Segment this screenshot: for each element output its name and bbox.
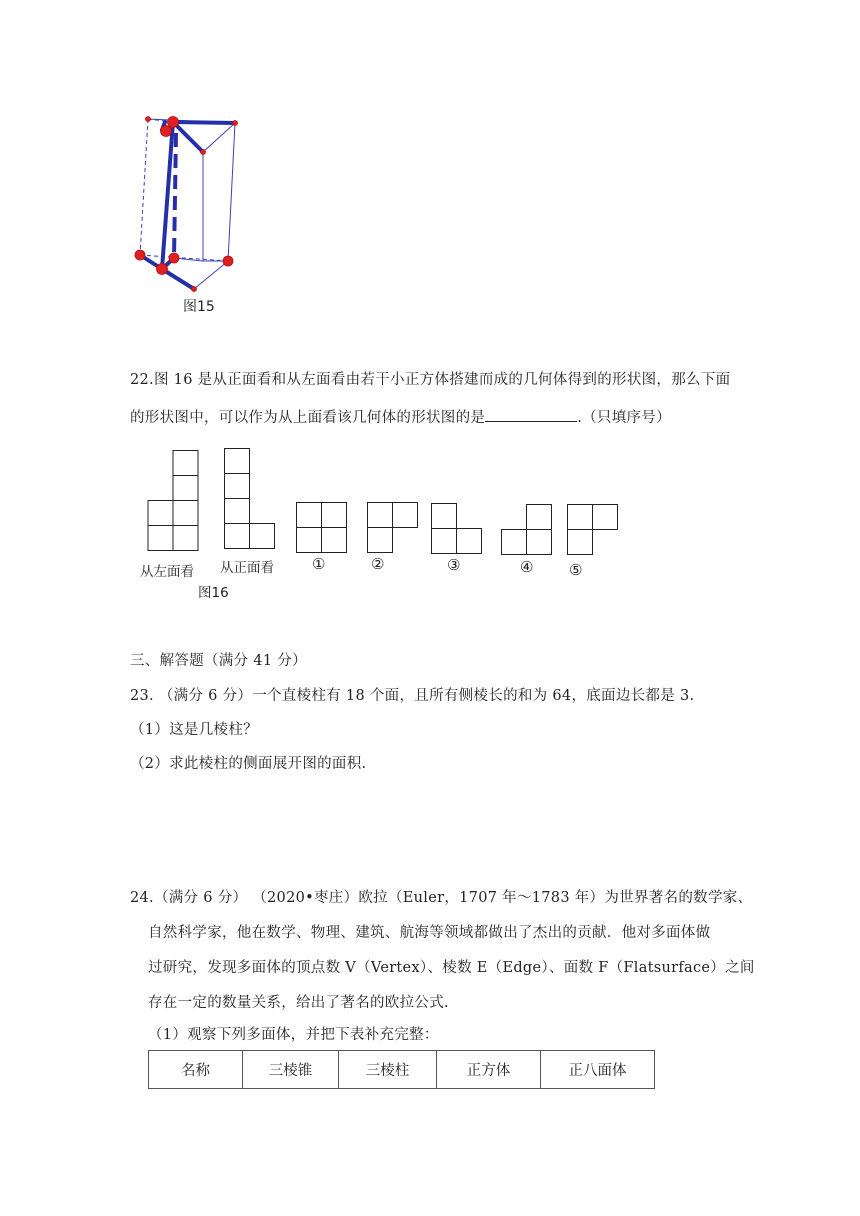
option-1-grid [295, 501, 349, 555]
option-2-label: ② [371, 555, 385, 573]
option-4-label: ④ [520, 558, 534, 576]
table-row [149, 1051, 655, 1089]
table-header-cell: 三棱柱 [339, 1051, 437, 1089]
figure-15-caption: 图15 [183, 299, 215, 315]
option-1-label: ① [312, 555, 326, 573]
table-header-cell: 名称 [149, 1051, 243, 1089]
figure-15 [128, 108, 248, 323]
front-view-label: 从正面看 [220, 560, 274, 576]
option-5-grid [566, 503, 620, 557]
q24-line2: 自然科学家，他在数学、物理、建筑、航海等领域都做出了杰出的贡献．他对多面体做 [148, 925, 711, 941]
q23-stem: 23. （满分 6 分）一个直棱柱有 18 个面，且所有侧棱长的和为 64，底面边长都是 3. [130, 688, 695, 704]
table-header-cell: 三棱锥 [243, 1051, 339, 1089]
q24-part1: （1）观察下列多面体，并把下表补充完整： [148, 1027, 439, 1043]
option-2-grid [366, 501, 420, 555]
q22-line2-after: .（只填序号） [577, 410, 671, 426]
q22-line2 [130, 406, 671, 428]
q22-line1: 22.图 16 是从正面看和从左面看由若干小正方体搭建而成的几何体得到的形状图，那么下面 [130, 372, 731, 388]
figure-16-caption: 图16 [198, 585, 229, 601]
prism-diagram [128, 108, 248, 298]
q23-part2: （2）求此棱柱的侧面展开图的面积. [130, 756, 367, 772]
option-3-grid [430, 502, 484, 556]
q23-part1: （1）这是几棱柱？ [130, 722, 258, 738]
q22-line2-before: 的形状图中，可以作为从上面看该几何体的形状图的是 [130, 410, 486, 426]
left-view-grid [144, 450, 200, 552]
figure-16 [140, 445, 640, 605]
left-view-label: 从左面看 [140, 564, 194, 580]
table-header-cell: 正方体 [437, 1051, 541, 1089]
answer-blank[interactable] [485, 406, 577, 422]
option-5-label: ⑤ [569, 561, 583, 579]
front-view-grid [222, 448, 278, 550]
polyhedra-table [148, 1050, 655, 1089]
q24-line1: 24.（满分 6 分） （2020•枣庄）欧拉（Euler，1707 年～1783 年）为世界著名的数学家、 [130, 890, 753, 906]
table-header-cell: 正八面体 [541, 1051, 655, 1089]
option-4-grid [500, 503, 554, 557]
option-3-label: ③ [447, 556, 461, 574]
q24-line4: 存在一定的数量关系，给出了著名的欧拉公式. [148, 995, 449, 1011]
section-3-heading: 三、解答题（满分 41 分） [130, 653, 307, 669]
q24-line3: 过研究，发现多面体的顶点数 V（Vertex）、棱数 E（Edge）、面数 F（Flatsurface）之间 [148, 960, 755, 976]
